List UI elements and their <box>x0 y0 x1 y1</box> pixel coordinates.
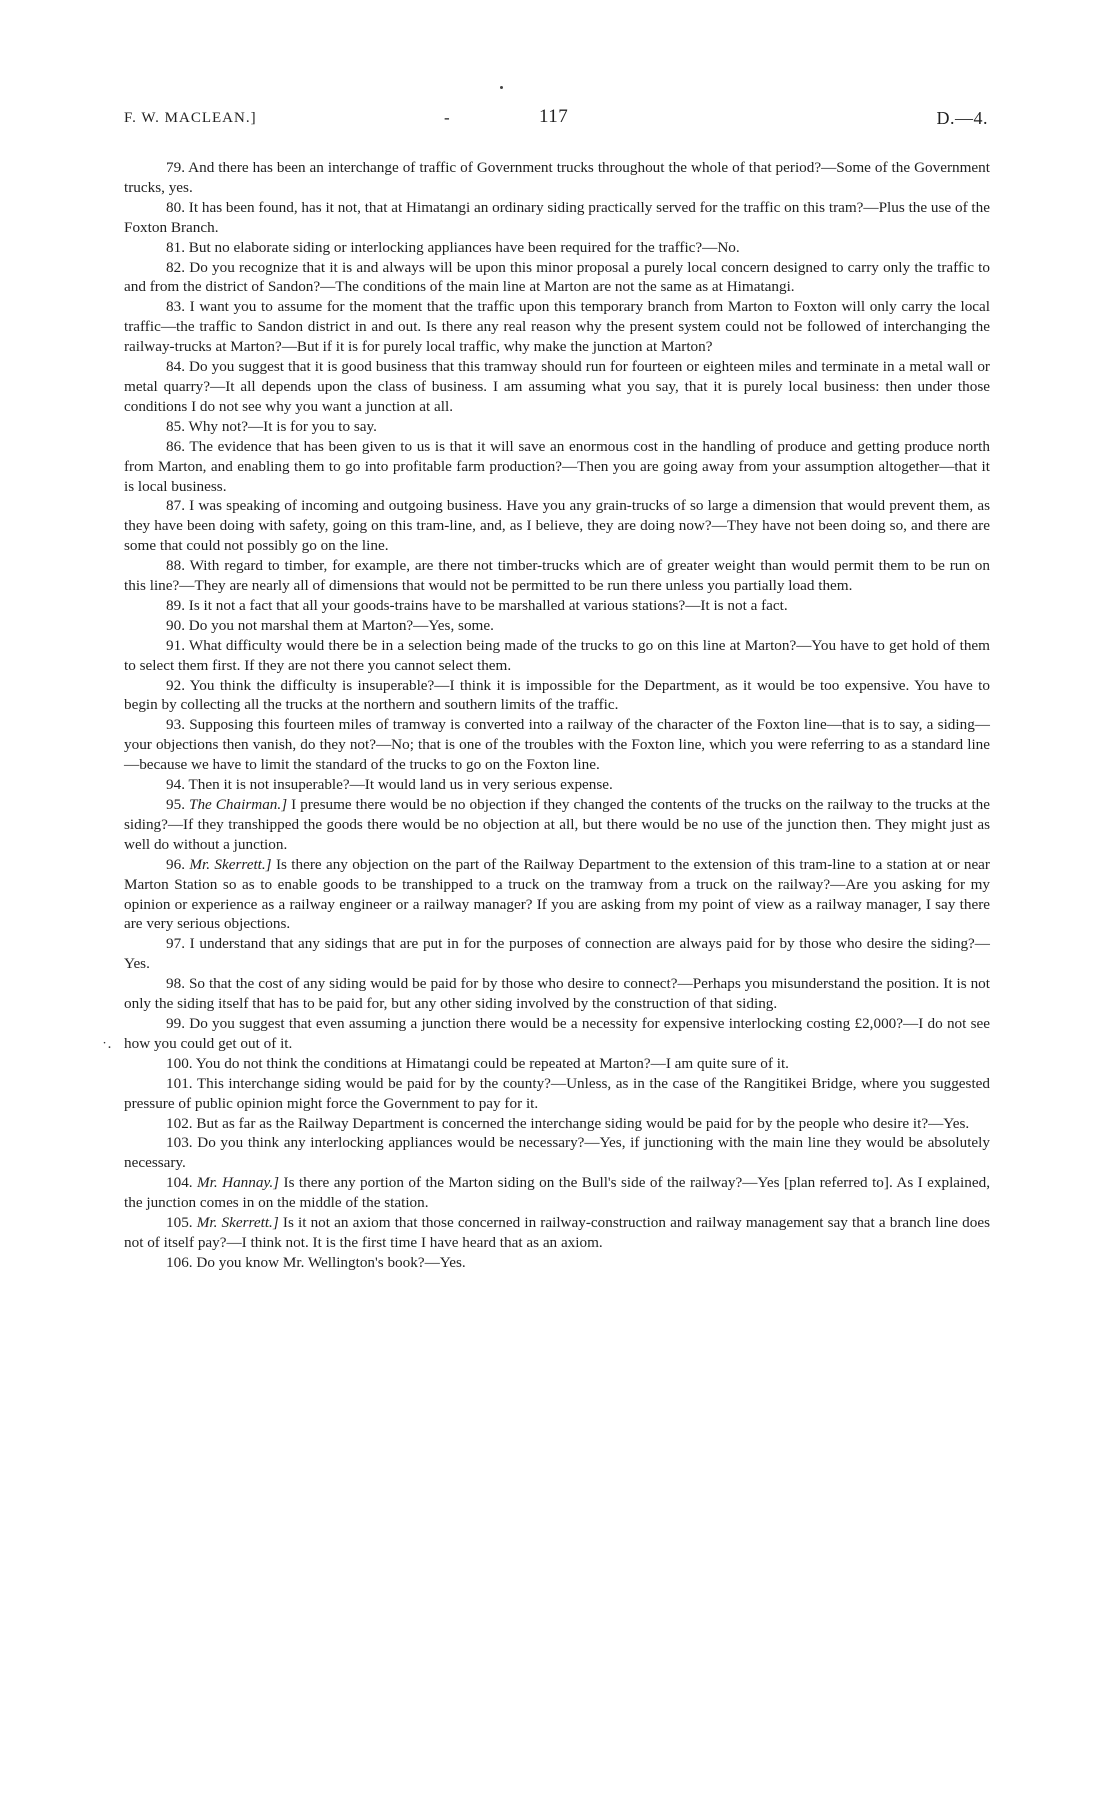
question-answer-text: The evidence that has been given to us is that it will save an enormous cost in the handling of produce and getting produce north from Marton, and enabling them to go into profitable farm production?—Then you are going away from your assumption altogether—that it is local business. <box>124 437 990 495</box>
question-number: 97. <box>166 935 185 953</box>
question-answer-text: This interchange siding would be paid for by the county?—Unless, as in the case of the Rangitikei Bridge, where you suggested pressure of public opinion might force the Government to pay for it. <box>124 1074 990 1112</box>
question-paragraph <box>124 1133 990 1173</box>
question-answer-text: And there has been an interchange of traffic of Government trucks throughout the whole of that period?—Some of the Government trucks, yes. <box>124 159 990 196</box>
question-paragraph <box>124 974 990 1014</box>
question-number: 81. <box>166 238 185 256</box>
question-paragraph <box>124 258 990 298</box>
question-paragraph <box>124 596 990 616</box>
question-paragraph <box>124 417 990 437</box>
question-paragraph <box>124 1054 990 1074</box>
question-paragraph <box>124 1213 990 1253</box>
question-answer-text: Do you suggest that even assuming a junction there would be a necessity for expensive interlocking costing £2,000?—I do not see how you could get out of it. <box>124 1014 990 1052</box>
question-paragraph <box>124 775 990 795</box>
question-paragraph <box>124 1253 990 1273</box>
question-paragraph <box>124 437 990 497</box>
question-number: 82. <box>166 258 185 276</box>
question-number: 90. <box>166 616 185 634</box>
question-paragraph <box>124 1014 990 1054</box>
page-header <box>124 106 988 132</box>
question-answer-text: With regard to timber, for example, are there not timber-trucks which are of greater weight than would permit them to be run on this line?—They are nearly all of dimensions that would not be permitted to be run there unless you partially load them. <box>124 557 990 595</box>
question-answer-text: Supposing this fourteen miles of tramway is converted into a railway of the character of the Foxton line—that is to say, a siding—your objections then vanish, do they not?—No; that is one of the troubles with the Foxton line, which you were referring to as a standard line—because we have to limit the standard of the trucks to go on the Foxton line. <box>124 716 990 774</box>
question-answer-text: Is it not an axiom that those concerned in railway-construction and railway management say that a branch line does not of itself pay?—I think not. It is the first time I have heard that as an axiom. <box>124 1214 990 1251</box>
question-number: 101. <box>166 1074 193 1092</box>
header-dash: - <box>444 108 451 127</box>
question-answer-text: I presume there would be no objection if they changed the contents of the trucks on the railway to the trucks at the siding?—If they transhipped the goods there would be no objection at all, but there would be no use of the junction then. They might just as well do without a junction. <box>124 796 990 853</box>
question-paragraph <box>124 1114 990 1134</box>
question-answer-text: It has been found, has it not, that at Himatangi an ordinary siding practically served for the traffic on this tram?—Plus the use of the Foxton Branch. <box>124 198 990 236</box>
question-number: 89. <box>166 596 185 614</box>
question-number: 85. <box>166 417 185 435</box>
question-number: 91. <box>166 636 185 654</box>
question-number: 102. <box>166 1114 193 1132</box>
question-answer-text: You think the difficulty is insuperable?—I think it is impossible for the Department, as it would be too expensive. You have to begin by collecting all the trucks at the northern and southern limits of the traffic. <box>124 676 990 714</box>
question-paragraph <box>124 934 990 974</box>
speaker-name: The Chairman.] <box>189 796 288 813</box>
speaker-name: Mr. Skerrett.] <box>196 1214 279 1232</box>
page-number: 117 <box>539 106 569 127</box>
question-number: 105. <box>166 1214 193 1232</box>
header-witness-name: F. W. MACLEAN.] <box>124 110 257 126</box>
question-number: 94. <box>166 776 185 794</box>
question-number: 96. <box>166 855 185 873</box>
question-paragraph <box>124 198 990 238</box>
question-paragraph <box>124 556 990 596</box>
question-number: 87. <box>166 497 185 515</box>
margin-mark: ˙· <box>102 1040 112 1056</box>
document-reference: D.—4. <box>936 108 988 128</box>
question-number: 106. <box>166 1253 193 1271</box>
question-answer-text: I want you to assume for the moment that the traffic upon this temporary branch from Marton to Foxton will only carry the local traffic—the traffic to Sandon district in and out. Is there any real reason why the present system could not be followed of interchanging the railway-trucks at Marton?—But if it is for purely local traffic, why make the junction at Marton? <box>124 298 990 356</box>
document-body <box>124 158 990 1273</box>
question-answer-text: Do you know Mr. Wellington's book?—Yes. <box>192 1253 466 1271</box>
question-answer-text: Is there any portion of the Marton siding on the Bull's side of the railway?—Yes [plan referred to]. As I explained, the junction comes in on the middle of the station. <box>124 1174 990 1212</box>
question-answer-text: So that the cost of any siding would be paid for by those who desire to connect?—Perhaps you misunderstand the position. It is not only the siding itself that has to be paid for, but any other siding involved by the construction of that siding. <box>124 975 990 1013</box>
question-number: 98. <box>166 975 185 993</box>
question-paragraph <box>124 297 990 357</box>
question-number: 103. <box>166 1134 193 1152</box>
question-answer-text: What difficulty would there be in a selection being made of the trucks to go on this line at Marton?—You have to get hold of them to select them first. If they are not there you cannot select them. <box>124 636 990 674</box>
question-answer-text: Is there any objection on the part of the Railway Department to the extension of this tram-line to a station at or near Marton Station so as to enable goods to be transhipped to a truck on the tramway from a truck on the railway?—Are you asking for my opinion or experience as a railway engineer or a railway manager? If you are asking from my point of view as a railway manager, I say there are very serious objections. <box>124 855 990 933</box>
question-paragraph <box>124 636 990 676</box>
question-paragraph <box>124 676 990 716</box>
question-number: 86. <box>166 437 185 455</box>
question-answer-text: Why not?—It is for you to say. <box>184 417 377 435</box>
question-paragraph <box>124 1173 990 1213</box>
question-number: 83. <box>166 298 185 316</box>
question-paragraph <box>124 1074 990 1114</box>
question-number: 80. <box>166 198 185 216</box>
question-answer-text: But no elaborate siding or interlocking appliances have been required for the traffic?—No. <box>184 238 740 256</box>
question-number: 92. <box>166 676 185 694</box>
question-number: 93. <box>166 716 185 734</box>
question-answer-text: You do not think the conditions at Himatangi could be repeated at Marton?—I am quite sure of it. <box>192 1054 789 1072</box>
question-answer-text: Do you think any interlocking appliances would be necessary?—Yes, if junctioning with the main line they would be absolutely necessary. <box>124 1134 990 1172</box>
question-paragraph <box>124 715 990 775</box>
question-answer-text: Then it is not insuperable?—It would land us in very serious expense. <box>184 776 613 794</box>
question-answer-text: Do you suggest that it is good business that this tramway should run for fourteen or eighteen miles and terminate in a metal wall or metal quarry?—It all depends upon the class of business. I am assuming what you say, that it is purely local business: then under those conditions I do not see why you want a junction at all. <box>124 358 990 415</box>
question-paragraph <box>124 795 990 855</box>
question-paragraph <box>124 496 990 556</box>
question-number: 84. <box>166 358 185 376</box>
question-number: 100. <box>166 1054 193 1072</box>
question-paragraph <box>124 238 990 258</box>
speaker-name: Mr. Hannay.] <box>197 1174 280 1192</box>
question-answer-text: But as far as the Railway Department is concerned the interchange siding would be paid for by the people who desire it?—Yes. <box>192 1114 970 1132</box>
question-paragraph <box>124 158 990 198</box>
question-paragraph <box>124 616 990 636</box>
question-answer-text: Do you recognize that it is and always will be upon this minor proposal a purely local concern designed to carry only the traffic to and from the district of Sandon?—The conditions of the main line at Marton are not the same as at Himatangi. <box>124 258 990 296</box>
question-answer-text: Is it not a fact that all your goods-trains have to be marshalled at various stations?—It is not a fact. <box>184 596 788 614</box>
question-number: 99. <box>166 1014 185 1032</box>
question-number: 79. <box>166 159 185 176</box>
print-dot <box>500 86 503 89</box>
question-answer-text: Do you not marshal them at Marton?—Yes, some. <box>184 616 494 634</box>
speaker-name: Mr. Skerrett.] <box>189 855 272 873</box>
question-number: 88. <box>166 557 185 575</box>
question-paragraph <box>124 855 990 935</box>
question-answer-text: I was speaking of incoming and outgoing business. Have you any grain-trucks of so large a dimension that would prevent them, as they have been doing with safety, going on this tram-line, and, as I believe, they are doing now?—They have not been doing so, and there are some that could not possibly go on the line. <box>124 497 990 555</box>
question-answer-text: I understand that any sidings that are put in for the purposes of connection are always paid for by those who desire the siding?—Yes. <box>124 935 990 973</box>
question-number: 95. <box>166 796 185 813</box>
question-number: 104. <box>166 1174 193 1192</box>
question-paragraph <box>124 357 990 417</box>
